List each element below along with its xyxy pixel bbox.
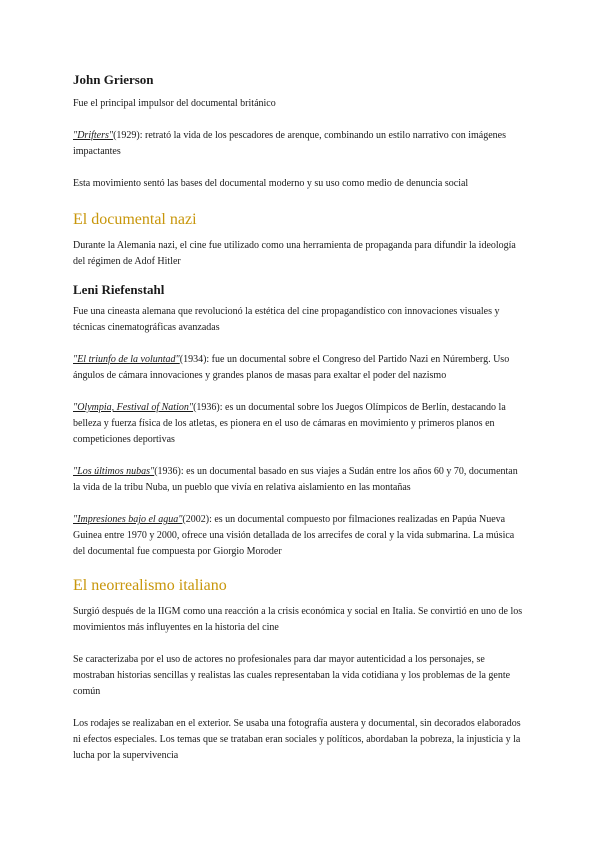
nazi-intro: Durante la Alemania nazi, el cine fue utilizado como una herramienta de propaganda para difundir la ideología del régimen de Adof Hitler — [73, 240, 516, 267]
work-text: (2002): es un documental compuesto por filmaciones realizadas en Papúa Nueva Guinea entre 1970 y 2000, ofrece una visión detallada de los arrecifes de coral y la vida submarina. La música del documental fue compuesta por Giorgio Moroder — [73, 514, 515, 557]
drifters-title: "Drifters" — [73, 130, 114, 141]
work-paragraph-olympia — [73, 400, 525, 448]
grierson-legacy: Esta movimiento sentó las bases del documental moderno y su uso como medio de denuncia social — [73, 178, 469, 189]
work-title: "Los últimos nubas" — [73, 466, 155, 477]
work-text: (1936): es un documental sobre los Juegos Olímpicos de Berlín, destacando la belleza y fuerza física de los atletas, es pionera en el uso de cámaras en movimiento y primeros planos en competiciones deportivas — [73, 402, 506, 445]
drifters-paragraph — [73, 128, 525, 160]
work-title: "Olympia, Festival of Nation" — [73, 402, 194, 413]
work-text: (1936): es un documental basado en sus viajes a Sudán entre los años 60 y 70, documentan la vida de la tribu Nuba, un pueblo que vivía en relativa aislamiento en las montañas — [73, 466, 518, 493]
document-page — [73, 68, 525, 764]
work-title: "El triunfo de la voluntad" — [73, 354, 180, 365]
nazi-section-title: El documental nazi — [73, 211, 197, 228]
drifters-text: (1929): retrató la vida de los pescadores de arenque, combinando un estilo narrativo con imágenes impactantes — [73, 130, 506, 157]
work-paragraph-impresiones — [73, 512, 525, 560]
neorrealismo-section-title: El neorrealismo italiano — [73, 577, 227, 594]
grierson-intro: Fue el principal impulsor del documental británico — [73, 98, 276, 109]
work-text: (1934): fue un documental sobre el Congreso del Partido Nazi en Núremberg. Uso ángulos de cámara innovaciones y grandes planos de masas para exaltar el poder del nazismo — [73, 354, 510, 381]
work-paragraph-triunfo — [73, 352, 525, 384]
riefenstahl-heading: Leni Riefenstahl — [73, 282, 165, 297]
work-paragraph-nubas — [73, 464, 525, 496]
neorrealismo-paragraph: Los rodajes se realizaban en el exterior. Se usaba una fotografía austera y documental, sin decorados elaborados ni efectos especiales. Los temas que se trataban eran sociales y políticos, abordaban la pobreza, la injusticia y la lucha por la supervivencia — [73, 718, 521, 761]
neorrealismo-paragraph: Se caracterizaba por el uso de actores no profesionales para dar mayor autenticidad a los personajes, se mostraban historias sencillas y realistas las cuales representaban la vida cotidiana y los problemas de la gente común — [73, 654, 511, 697]
neorrealismo-paragraph: Surgió después de la IIGM como una reacción a la crisis económica y social en Italia. Se convirtió en uno de los movimientos más influyentes en la historia del cine — [73, 606, 523, 633]
grierson-heading: John Grierson — [73, 72, 154, 87]
riefenstahl-intro: Fue una cineasta alemana que revolucionó la estética del cine propagandístico con innovaciones visuales y técnicas cinematográficas avanzadas — [73, 306, 500, 333]
work-title: "Impresiones bajo el agua" — [73, 514, 183, 525]
